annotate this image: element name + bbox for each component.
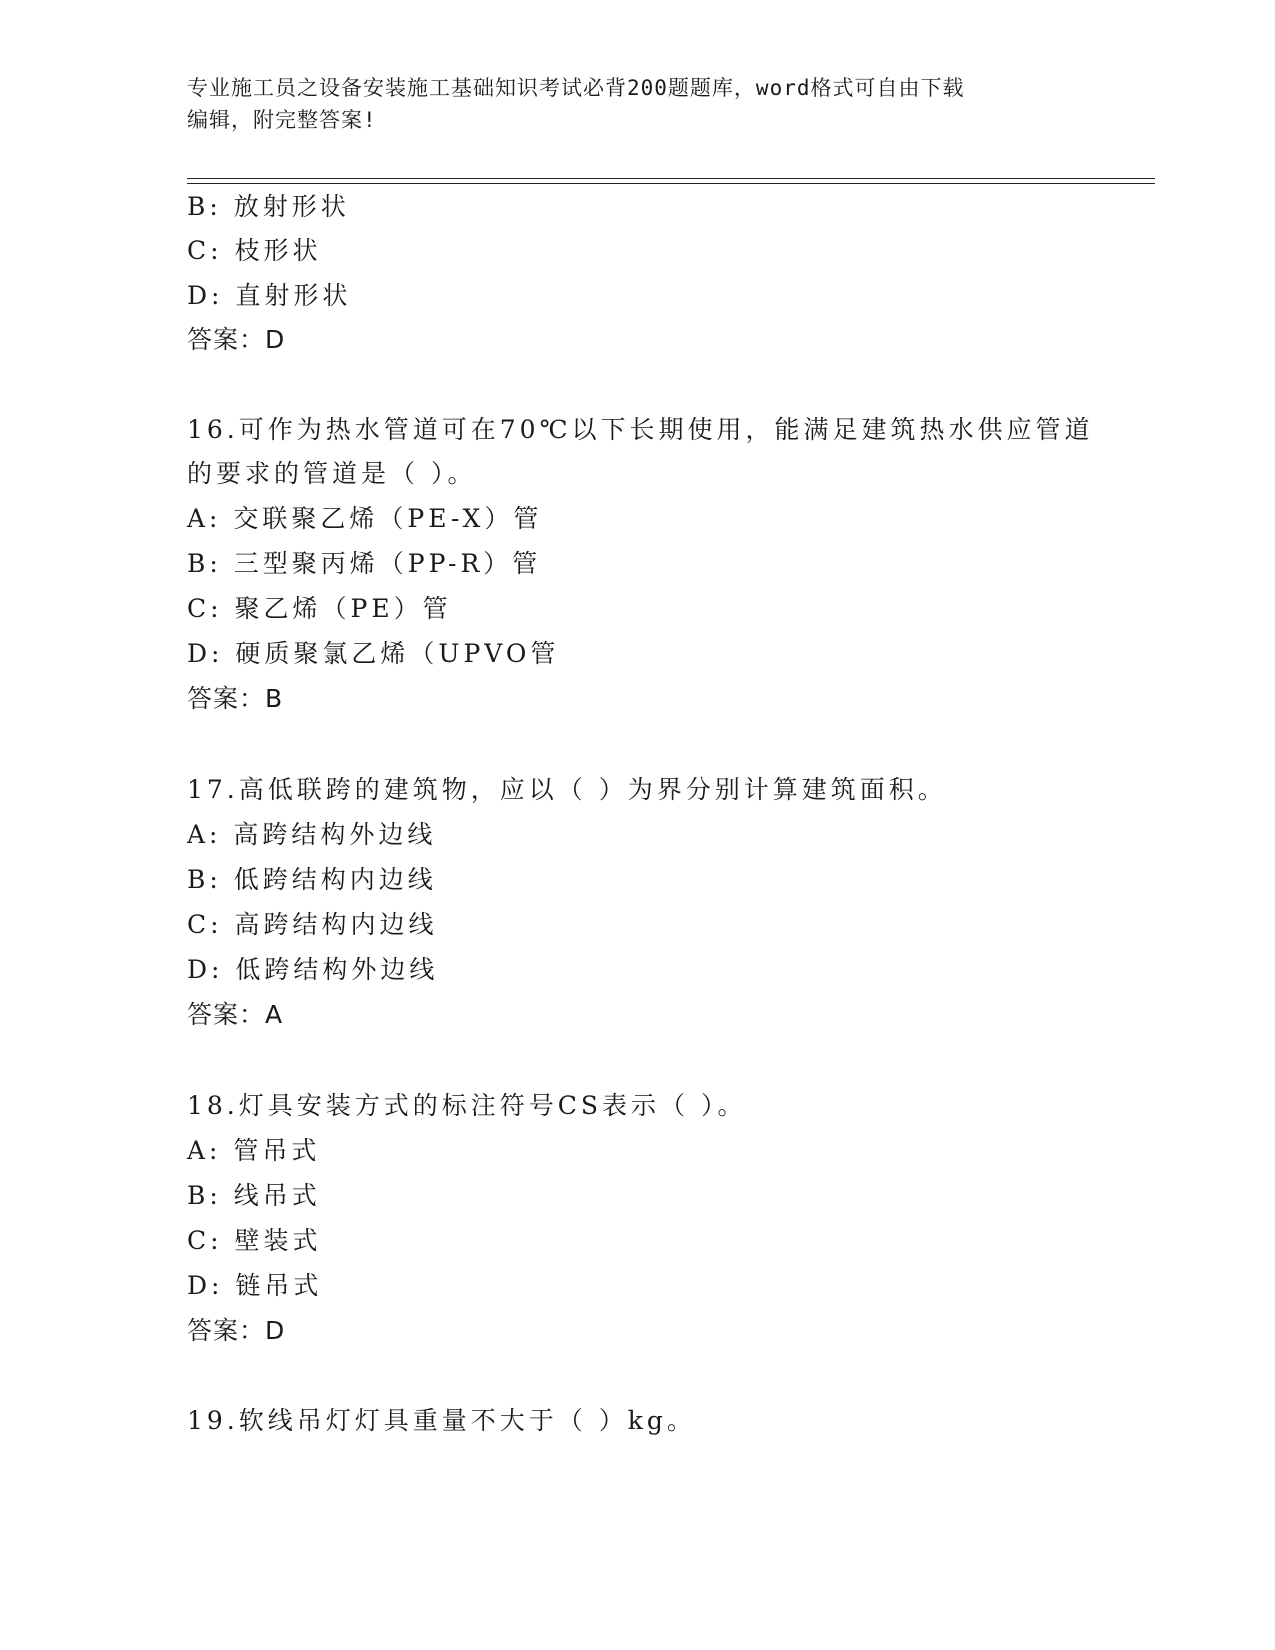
q18-option-a: A: 管吊式 — [187, 1136, 321, 1165]
q15-option-d: D: 直射形状 — [187, 281, 352, 310]
q17-option-b: B: 低跨结构内边线 — [187, 865, 437, 894]
q19-stem: 19.软线吊灯灯具重量不大于（ ）kg。 — [187, 1406, 696, 1435]
q16-answer: 答案：B — [187, 684, 284, 713]
q16-option-a: A: 交联聚乙烯（PE-X）管 — [187, 504, 543, 533]
q16-option-b: B: 三型聚丙烯（PP-R）管 — [187, 549, 542, 578]
q15-option-b: B: 放射形状 — [187, 192, 350, 221]
q18-option-c: C: 壁装式 — [187, 1226, 322, 1255]
header-divider-top — [187, 178, 1155, 179]
q16-stem-line-2: 的要求的管道是（ ）。 — [187, 459, 477, 488]
q16-stem-line-1: 16.可作为热水管道可在70℃以下长期使用，能满足建筑热水供应管道 — [187, 415, 1094, 444]
header-divider-bottom — [187, 183, 1155, 184]
q18-option-b: B: 线吊式 — [187, 1181, 321, 1210]
q17-stem: 17.高低联跨的建筑物，应以（ ）为界分别计算建筑面积。 — [187, 775, 947, 804]
header-line-2: 编辑，附完整答案! — [187, 108, 377, 132]
q17-option-c: C: 高跨结构内边线 — [187, 910, 438, 939]
q15-answer: 答案：D — [187, 325, 286, 354]
document-header — [187, 72, 1087, 136]
q17-option-a: A: 高跨结构外边线 — [187, 820, 437, 849]
q18-option-d: D: 链吊式 — [187, 1271, 323, 1300]
q17-option-d: D: 低跨结构外边线 — [187, 955, 439, 984]
q16-option-c: C: 聚乙烯（PE）管 — [187, 594, 452, 623]
q16-option-d: D: 硬质聚氯乙烯（UPVO管 — [187, 639, 560, 668]
header-line-1: 专业施工员之设备安装施工基础知识考试必背200题题库，word格式可自由下载 — [187, 76, 965, 100]
q15-option-c: C: 枝形状 — [187, 236, 322, 265]
q18-answer: 答案：D — [187, 1316, 286, 1345]
q17-answer: 答案：A — [187, 1000, 284, 1029]
q18-stem: 18.灯具安装方式的标注符号CS表示（ ）。 — [187, 1091, 747, 1120]
